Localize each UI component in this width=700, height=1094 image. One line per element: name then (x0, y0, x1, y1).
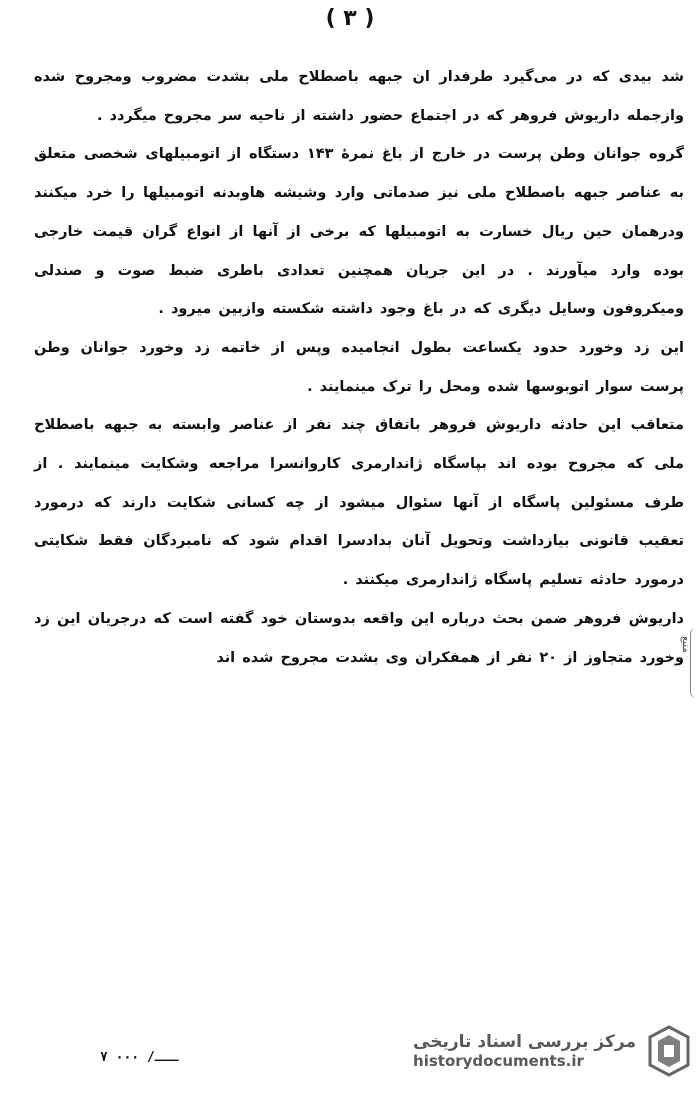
page-number: ( ۳ ) (325, 6, 375, 31)
paragraph: گروه جوانان وطن پرست در خارج از باغ نمرۀ ۱۴۳ دستگاه از اتومبیلهای شخصی متعلق به عناصر جبهه باصطلاح ملی نیز صدماتی وارد وشیشه هاوبدنه اتومبیلها را خرد میکنند ودرهمان حین ریال خسارت به اتومبیلها که برخی از آنها از انواع گران قیمت خارجی بوده وارد میآورند . در این جریان همچنین تعدادی باطری ضبط صوت و صندلی ومیکروفون وسایل دیگری که در باغ وجود داشته شکسته وازبین میرود . (34, 146, 684, 318)
paragraph: این زد وخورد حدود یکساعت بطول انجامیده وپس از خاتمه زد وخورد جوانان وطن پرست سوار اتوبوسها شده ومحل را ترک مینمایند . (34, 339, 684, 395)
paragraph: شد بیدی که در می‌گیرد طرفدار ان جبهه باصطلاح ملی بشدت مضروب ومجروح شده وازجمله داریوش فروهر که در اجتماع حضور داشته از ناحیه سر مجروح میگردد . (34, 69, 684, 124)
watermark-url: historydocuments.ir (413, 1052, 584, 1070)
archive-logo-icon (644, 1023, 694, 1079)
paragraph: داریوش فروهر ضمن بحث درباره این واقعه بدوستان خود گفته است که درجریان این زد وخورد متجاوز از ۲۰ نفر از همفکران وی بشدت مجروح شده اند (34, 610, 684, 666)
file-reference: ۷ ـــ/ ۰۰۰ (100, 1050, 179, 1065)
watermark-name: مرکز بررسی اسناد تاریخی (413, 1032, 636, 1052)
archive-watermark (413, 1016, 694, 1086)
paragraph: متعاقب این حادثه داریوش فروهر باتفاق چند نفر از عناصر وابسته به جبهه باصطلاح ملی که مجروح بوده اند بپاسگاه ژاندارمری کاروانسرا مراجعه وشکایت مینمایند . از طرف مسئولین پاسگاه از آنها سئوال میشود از چه کسانی شکایت دارند که درمورد تعقیب قانونی بیازداشت وتحویل آنان بدادسرا اقدام شود که نامبردگان فقط شکایتی درمورد حادثه تسلیم پاسگاه ژاندارمری میکنند . (34, 417, 684, 589)
document-body (34, 58, 684, 677)
margin-note: منبع (680, 636, 691, 653)
margin-bracket (690, 628, 699, 698)
